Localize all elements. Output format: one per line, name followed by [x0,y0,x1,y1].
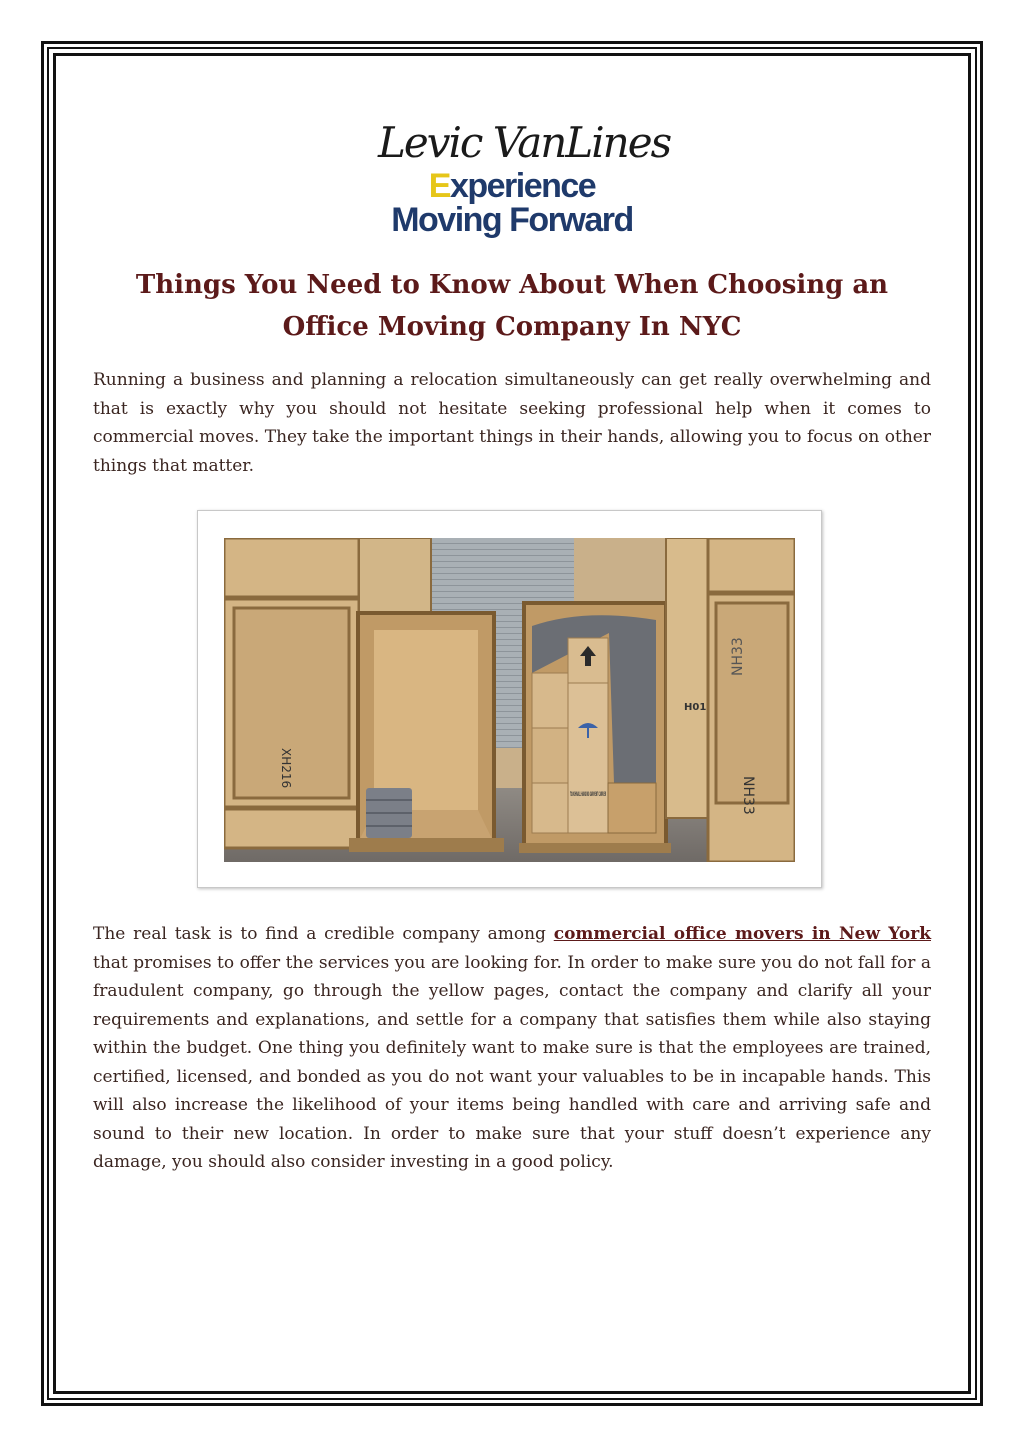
photo-frame [197,510,822,888]
company-logo [372,108,671,243]
commercial-office-movers-link[interactable]: commercial office movers in New York [553,924,931,944]
box-label: TOUGHWALL HANGING GARMENT CARRIER [570,791,607,798]
moving-crates-photo [224,538,795,862]
body-text-after-link: that promises to offer the services you are looking for. In order to make sure you do not fall for a fraudulent company, go through the yellow pages, contact the company and clarify all your requirements and explanations, and settle for a company that satisfies them while also staying within the budget. One thing you definitely want to make sure is that the employees are trained, certified, licensed, and bonded as you do not want your valuables to be in incapable hands. This will also increase the likelihood of your items being handled with care and arriving safe and sound to their new location. In order to make sure that your stuff doesn’t experience any damage, you should also consider investing in a good policy. [93,952,931,1172]
body-text-before-link: The real task is to find a credible company among [93,924,554,944]
crate-label-h01: H01 [684,702,707,713]
crate-label-nh33-bottom: NH33 [740,776,756,815]
logo-experience-word: Experience [428,167,596,205]
intro-paragraph: Running a business and planning a relocation simultaneously can get really overwhelming and that is exactly why you should not hesitate seeking professional help when it comes to commercial moves. They take the important things in their hands, allowing you to focus on other things that matter. [93,370,931,476]
article-title: Things You Need to Know About When Choosing an Office Moving Company In NYC [135,270,889,342]
logo-moving-forward-text: Moving Forward [391,201,633,239]
logo-script-text: Levic VanLines [378,118,671,167]
crate-label-nh33-top: NH33 [730,637,746,676]
body-paragraph [93,920,931,1177]
crate-label-xh216: XH216 [279,748,293,789]
